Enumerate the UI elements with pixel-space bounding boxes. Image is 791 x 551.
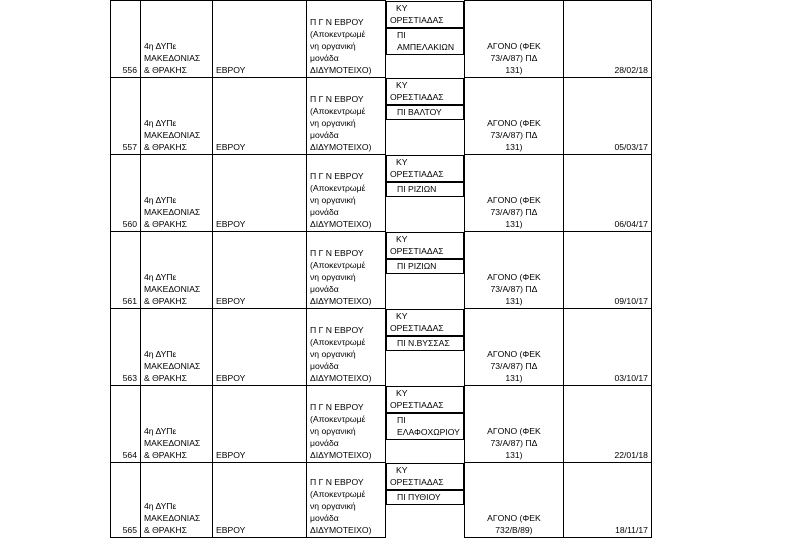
cell-line: (Αποκεντρωμέ [310, 337, 366, 347]
cell-line: & ΘΡΑΚΗΣ [144, 525, 187, 535]
hospital-cell [307, 309, 386, 386]
cell-line: ΕΒΡΟΥ [216, 219, 246, 229]
cell-line: Π Γ Ν ΕΒΡΟΥ [310, 477, 364, 487]
date-cell [563, 155, 651, 232]
cell-line: ΟΡΕΣΤΙΑΔΑΣ [390, 168, 444, 179]
cell-line: 4η ΔΥΠε [144, 272, 177, 282]
cell-line: ΑΓΟΝΟ (ΦΕΚ [487, 195, 541, 205]
remote-status-cell [464, 463, 563, 538]
health-center-cell [386, 386, 464, 413]
dype-cell [141, 78, 213, 155]
cell-line: ΠΙ ΑΜΠΕΛΑΚΙΩΝ [397, 29, 455, 52]
health-center-cell [386, 309, 464, 336]
dype-cell [141, 155, 213, 232]
cell-line: μονάδα [310, 53, 339, 63]
cell-line: ΟΡΕΣΤΙΑΔΑΣ [390, 322, 444, 333]
cell-line: 4η ΔΥΠε [144, 426, 177, 436]
prefecture-cell [213, 386, 307, 463]
cell-line: & ΘΡΑΚΗΣ [144, 450, 187, 460]
prefecture-cell [213, 232, 307, 309]
cell-line: & ΘΡΑΚΗΣ [144, 142, 187, 152]
cell-line: 4η ΔΥΠε [144, 195, 177, 205]
cell-line: μονάδα [310, 284, 339, 294]
cell-line: 28/02/18 [614, 65, 648, 75]
cell-line: 73/Α/87) ΠΔ [490, 284, 538, 294]
cell-line: μονάδα [310, 207, 339, 217]
remote-status-cell [464, 1, 563, 78]
cell-line: μονάδα [310, 513, 339, 523]
table-row [111, 155, 729, 232]
cell-line: ΚΥ [396, 2, 408, 13]
row-number-cell [111, 1, 141, 78]
cell-line: ΔΙΔΥΜΟΤΕΙΧΟ) [310, 525, 372, 535]
cell-line: ΜΑΚΕΔΟΝΙΑΣ [144, 513, 201, 523]
cell-line: ΜΑΚΕΔΟΝΙΑΣ [144, 53, 201, 63]
prefecture-cell [213, 463, 307, 538]
table-body [111, 1, 729, 538]
cell-line: ΚΥ [396, 79, 408, 90]
cell-line: & ΘΡΑΚΗΣ [144, 373, 187, 383]
cell-line: ΚΥ [396, 310, 408, 321]
cell-line: 22/01/18 [614, 450, 648, 460]
cell-line: Π Γ Ν ΕΒΡΟΥ [310, 402, 364, 412]
cell-line: ΔΙΔΥΜΟΤΕΙΧΟ) [310, 450, 372, 460]
row-number-cell [111, 232, 141, 309]
cell-line: 732/Β/89) [495, 525, 533, 535]
cell-line: ΕΒΡΟΥ [216, 296, 246, 306]
cell-line: νη οργανική [310, 41, 356, 51]
regional-clinic-cell [386, 336, 464, 351]
cell-line: ΑΓΟΝΟ (ΦΕΚ [487, 41, 541, 51]
dype-cell [141, 232, 213, 309]
regional-clinic-cell [386, 28, 464, 55]
hospital-cell [307, 78, 386, 155]
cell-line: ΑΓΟΝΟ (ΦΕΚ [487, 272, 541, 282]
hospital-cell [307, 386, 386, 463]
cell-line: ΠΙ [397, 414, 406, 425]
remote-status-cell [464, 78, 563, 155]
cell-line: μονάδα [310, 361, 339, 371]
cell-line: 564 [122, 450, 137, 460]
row-number-cell [111, 78, 141, 155]
prefecture-cell [213, 1, 307, 78]
date-cell [563, 1, 651, 78]
cell-line: ΜΑΚΕΔΟΝΙΑΣ [144, 207, 201, 217]
table-row [111, 386, 729, 463]
cell-line: ΟΡΕΣΤΙΑΔΑΣ [390, 476, 444, 487]
cell-line: ΕΒΡΟΥ [216, 525, 246, 535]
prefecture-cell [213, 309, 307, 386]
cell-line: 73/Α/87) ΠΔ [490, 207, 538, 217]
cell-line: ΔΙΔΥΜΟΤΕΙΧΟ) [310, 219, 372, 229]
cell-line: νη οργανική [310, 501, 356, 511]
cell-line: ΜΑΚΕΔΟΝΙΑΣ [144, 130, 201, 140]
cell-line: ΜΑΚΕΔΟΝΙΑΣ [144, 361, 201, 371]
cell-line: 556 [122, 65, 137, 75]
prefecture-cell [213, 155, 307, 232]
cell-line: ΟΡΕΣΤΙΑΔΑΣ [390, 399, 444, 410]
row-number-cell [111, 155, 141, 232]
cell-line: ΕΒΡΟΥ [216, 450, 246, 460]
regional-clinic-cell [386, 490, 464, 505]
cell-line: ΕΒΡΟΥ [216, 142, 246, 152]
cell-line: ΠΙ ΠΥΘΙΟΥ [397, 491, 441, 502]
cell-line: ΠΙ ΒΑΛΤΟΥ [397, 106, 442, 117]
cell-line: 131) [505, 296, 523, 306]
hospital-cell [307, 1, 386, 78]
cell-line: ΔΙΔΥΜΟΤΕΙΧΟ) [310, 296, 372, 306]
cell-line: 131) [505, 450, 523, 460]
cell-line: Π Γ Ν ΕΒΡΟΥ [310, 325, 364, 335]
cell-line: μονάδα [310, 130, 339, 140]
cell-line: μονάδα [310, 438, 339, 448]
table-row [111, 232, 729, 309]
cell-line: & ΘΡΑΚΗΣ [144, 296, 187, 306]
dype-cell [141, 1, 213, 78]
cell-line: 561 [122, 296, 137, 306]
cell-line: 131) [505, 65, 523, 75]
cell-line: ΑΓΟΝΟ (ΦΕΚ [487, 118, 541, 128]
cell-line: ΜΑΚΕΔΟΝΙΑΣ [144, 284, 201, 294]
cell-line: (Αποκεντρωμέ [310, 489, 366, 499]
remote-status-cell [464, 309, 563, 386]
cell-line: ΚΥ [396, 387, 408, 398]
cell-line: ΚΥ [396, 156, 408, 167]
cell-line: 73/Α/87) ΠΔ [490, 130, 538, 140]
cell-line: 131) [505, 142, 523, 152]
cell-line: 563 [122, 373, 137, 383]
cell-line: Π Γ Ν ΕΒΡΟΥ [310, 171, 364, 181]
cell-line: ΚΥ [396, 464, 408, 475]
cell-line: & ΘΡΑΚΗΣ [144, 219, 187, 229]
cell-line: ΠΙ Ν.ΒΥΣΣΑΣ [397, 337, 450, 348]
cell-line: 18/11/17 [615, 525, 648, 535]
cell-line: νη οργανική [310, 195, 356, 205]
cell-line: ΔΙΔΥΜΟΤΕΙΧΟ) [310, 373, 372, 383]
hospital-cell [307, 155, 386, 232]
regional-clinic-cell [386, 413, 464, 440]
cell-line: νη οργανική [310, 426, 356, 436]
health-center-cell [386, 463, 464, 490]
cell-line: 4η ΔΥΠε [144, 501, 177, 511]
cell-line: ΚΥ [396, 233, 408, 244]
cell-line: 05/03/17 [614, 142, 648, 152]
dype-cell [141, 463, 213, 538]
date-cell [563, 232, 651, 309]
regional-clinic-cell [386, 259, 464, 274]
dype-cell [141, 386, 213, 463]
cell-line: νη οργανική [310, 349, 356, 359]
hospital-cell [307, 232, 386, 309]
cell-line: ΔΙΔΥΜΟΤΕΙΧΟ) [310, 142, 372, 152]
cell-line: 73/Α/87) ΠΔ [490, 438, 538, 448]
regional-clinic-cell [386, 182, 464, 197]
cell-line: 560 [122, 219, 137, 229]
remote-status-cell [464, 232, 563, 309]
cell-line: 565 [122, 525, 137, 535]
cell-line: 131) [505, 219, 523, 229]
date-cell [563, 463, 651, 538]
cell-line: (Αποκεντρωμέ [310, 414, 366, 424]
cell-line: νη οργανική [310, 118, 356, 128]
cell-line: ΠΙ ΡΙΖΙΩΝ [397, 260, 437, 271]
cell-line: νη οργανική [310, 272, 356, 282]
cell-line: ΟΡΕΣΤΙΑΔΑΣ [390, 14, 444, 25]
remote-status-cell [464, 155, 563, 232]
cell-line: 09/10/17 [614, 296, 648, 306]
cell-line: (Αποκεντρωμέ [310, 260, 366, 270]
table-row [111, 309, 729, 386]
cell-line: Π Γ Ν ΕΒΡΟΥ [310, 17, 364, 27]
cell-line: ΟΡΕΣΤΙΑΔΑΣ [390, 245, 444, 256]
cell-line: ΑΓΟΝΟ (ΦΕΚ [487, 513, 541, 523]
remote-status-cell [464, 386, 563, 463]
cell-line: Π Γ Ν ΕΒΡΟΥ [310, 248, 364, 258]
row-number-cell [111, 309, 141, 386]
cell-line: 73/Α/87) ΠΔ [490, 361, 538, 371]
health-center-cell [386, 155, 464, 182]
health-center-cell [386, 1, 464, 28]
cell-line: ΕΒΡΟΥ [216, 373, 246, 383]
cell-line: (Αποκεντρωμέ [310, 183, 366, 193]
cell-line: ΑΓΟΝΟ (ΦΕΚ [487, 349, 541, 359]
cell-line: (Αποκεντρωμέ [310, 106, 366, 116]
cell-line: 06/04/17 [614, 219, 648, 229]
table-row [111, 463, 729, 538]
cell-line: & ΘΡΑΚΗΣ [144, 65, 187, 75]
cell-line: 4η ΔΥΠε [144, 349, 177, 359]
dype-cell [141, 309, 213, 386]
hospital-cell [307, 463, 386, 538]
cell-line: ΠΙ ΡΙΖΙΩΝ [397, 183, 437, 194]
cell-line: 03/10/17 [614, 373, 648, 383]
cell-line: ΕΛΑΦΟΧΩΡΙΟΥ [397, 426, 460, 437]
table-row [111, 78, 729, 155]
date-cell [563, 386, 651, 463]
health-center-cell [386, 78, 464, 105]
cell-line: 4η ΔΥΠε [144, 41, 177, 51]
regional-clinic-cell [386, 105, 464, 120]
date-cell [563, 78, 651, 155]
cell-line: 73/Α/87) ΠΔ [490, 53, 538, 63]
prefecture-cell [213, 78, 307, 155]
row-number-cell [111, 386, 141, 463]
cell-line: 557 [122, 142, 137, 152]
table-row [111, 1, 729, 78]
cell-line: ΕΒΡΟΥ [216, 65, 246, 75]
cell-line: ΑΓΟΝΟ (ΦΕΚ [487, 426, 541, 436]
cell-line: ΔΙΔΥΜΟΤΕΙΧΟ) [310, 65, 372, 75]
cell-line: 4η ΔΥΠε [144, 118, 177, 128]
row-number-cell [111, 463, 141, 538]
health-center-cell [386, 232, 464, 259]
cell-line: (Αποκεντρωμέ [310, 29, 366, 39]
document-table [110, 0, 729, 538]
cell-line: ΟΡΕΣΤΙΑΔΑΣ [390, 91, 444, 102]
cell-line: 131) [505, 373, 523, 383]
date-cell [563, 309, 651, 386]
cell-line: Π Γ Ν ΕΒΡΟΥ [310, 94, 364, 104]
cell-line: ΜΑΚΕΔΟΝΙΑΣ [144, 438, 201, 448]
